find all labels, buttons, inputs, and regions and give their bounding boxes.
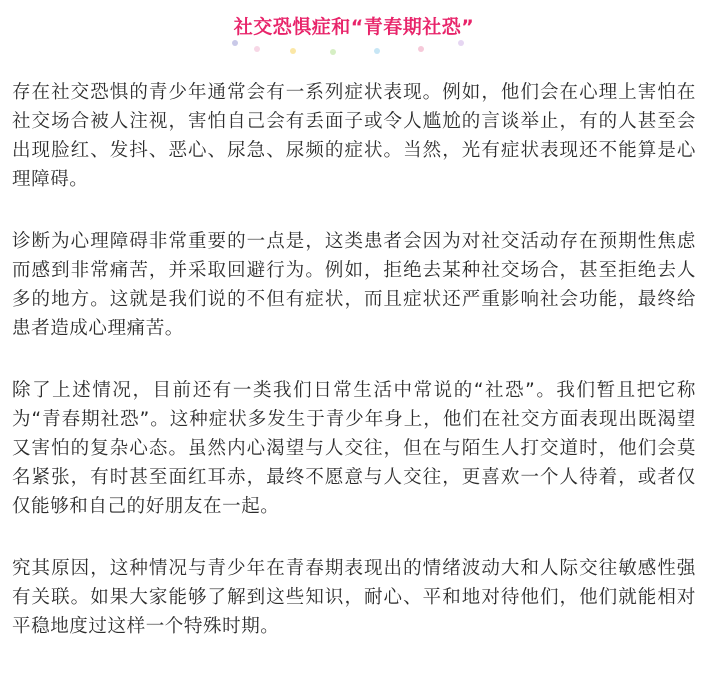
- dot-icon: [374, 48, 380, 54]
- dot-icon: [330, 49, 336, 55]
- dot-icon: [290, 48, 296, 54]
- dot-icon: [418, 46, 424, 52]
- article-title: 社交恐惧症和“青春期社恐”: [233, 16, 475, 38]
- article-header: [0, 0, 708, 58]
- paragraph-2: 诊断为心理障碍非常重要的一点是，这类患者会因为对社交活动存在预期性焦虑而感到非常痛苦，并采取回避行为。例如，拒绝去某种社交场合，甚至拒绝去人多的地方。这就是我们说的不但有症状，而且症状还严重影响社会功能，最终给患者造成心理痛苦。: [12, 231, 696, 339]
- paragraph-3: 除了上述情况，目前还有一类我们日常生活中常说的“社恐”。我们暂且把它称为“青春期社恐”。这种症状多发生于青少年身上，他们在社交方面表现出既渴望又害怕的复杂心态。虽然内心渴望与人交往，但在与陌生人打交道时，他们会莫名紧张，有时甚至面红耳赤，最终不愿意与人交往，更喜欢一个人待着，或者仅仅能够和自己的好朋友在一起。: [12, 380, 696, 517]
- paragraph-1: 存在社交恐惧的青少年通常会有一系列症状表现。例如，他们会在心理上害怕在社交场合被人注视，害怕自己会有丢面子或令人尴尬的言谈举止，有的人甚至会出现脸红、发抖、恶心、尿急、尿频的症状。当然，光有症状表现还不能算是心理障碍。: [12, 82, 696, 190]
- article-body: [12, 78, 696, 674]
- paragraph-4: 究其原因，这种情况与青少年在青春期表现出的情绪波动大和人际交往敏感性强有关联。如果大家能够了解到这些知识，耐心、平和地对待他们，他们就能相对平稳地度过这样一个特殊时期。: [12, 558, 696, 637]
- dot-icon: [254, 46, 260, 52]
